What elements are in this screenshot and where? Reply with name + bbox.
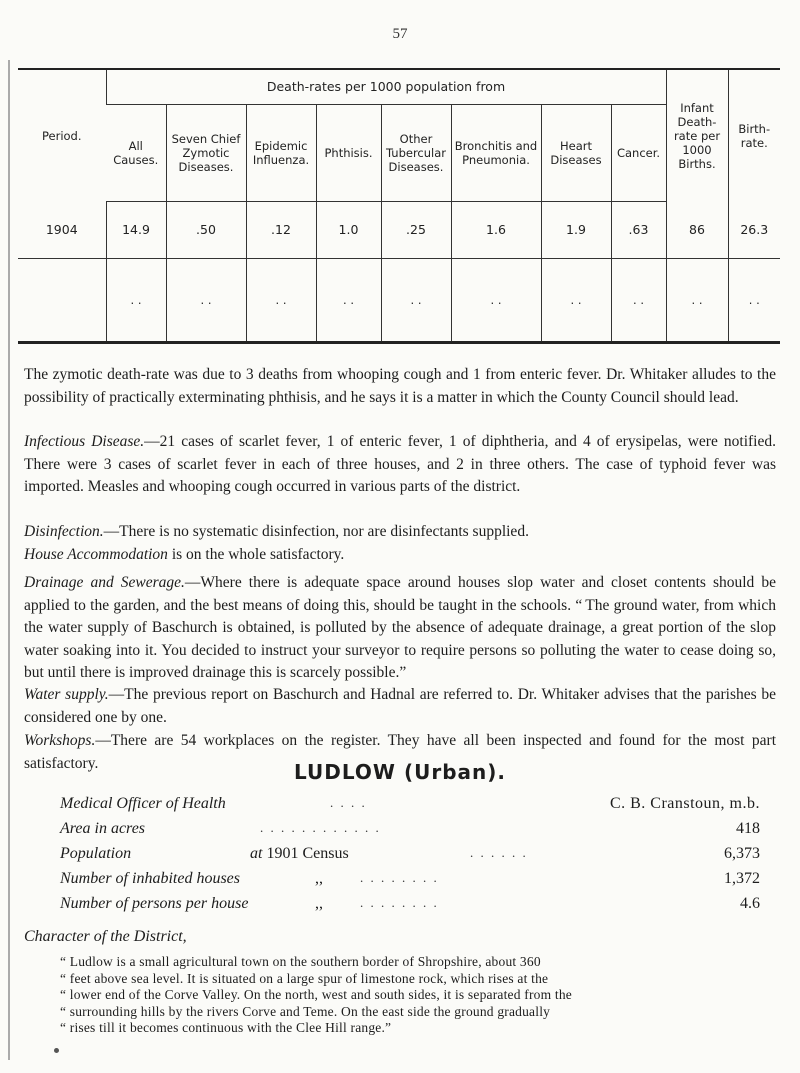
col-cancer: Cancer. <box>611 105 666 202</box>
cell-infant: 86 <box>666 202 728 259</box>
cell-empty: . . <box>611 259 666 343</box>
col-bronchitis: Bronchitis and Pneumonia. <box>451 105 541 202</box>
houses-row <box>60 870 760 894</box>
leader-dots: . . . . . . . . . . . . <box>260 820 381 835</box>
cell-empty: . . <box>316 259 381 343</box>
cell-empty: . . <box>541 259 611 343</box>
ditto-mark: ,, <box>315 895 323 912</box>
leader-dots: . . . . <box>330 795 367 810</box>
persons-value: 4.6 <box>740 895 760 912</box>
house-paragraph <box>24 544 776 567</box>
medical-officer-value: C. B. Cranstoun, m.b. <box>609 795 760 812</box>
census-year: 1901 Census <box>266 845 349 862</box>
water-label: Water supply. <box>24 686 109 703</box>
drainage-label: Drainage and Sewerage. <box>24 574 185 591</box>
cell-empty <box>18 259 106 343</box>
disinfection-paragraph <box>24 521 776 544</box>
persons-label: Number of persons per house <box>60 895 249 912</box>
col-tubercular: Other Tubercular Diseases. <box>381 105 451 202</box>
cell-empty: . . <box>106 259 166 343</box>
ditto-mark: ,, <box>315 870 323 887</box>
infectious-label: Infectious Disease. <box>24 433 145 450</box>
col-phthisis: Phthisis. <box>316 105 381 202</box>
at-word: at <box>250 845 263 862</box>
quote-line: “ feet above sea level. It is situated on a large spur of limestone rock, which rises at the <box>60 970 549 986</box>
disinfection-text: —There is no systematic disinfection, nor are disinfectants supplied. <box>103 523 529 540</box>
houses-value: 1,372 <box>724 870 760 887</box>
population-label: Population <box>60 845 132 862</box>
cell-bronchitis: 1.6 <box>451 202 541 259</box>
quote-line: “ Ludlow is a small agricultural town on the southern border of Shropshire, about 360 <box>60 954 541 969</box>
population-value: 6,373 <box>724 845 760 862</box>
area-label: Area in acres <box>60 820 146 837</box>
col-epidemic: Epidemic Influenza. <box>246 105 316 202</box>
cell-tubercular: .25 <box>381 202 451 259</box>
cell-heart: 1.9 <box>541 202 611 259</box>
character-quote <box>60 954 772 1037</box>
quote-line: “ surrounding hills by the rivers Corve and Teme. On the east side the ground gradually <box>60 1003 551 1019</box>
group-header: Death-rates per 1000 population from <box>106 69 666 105</box>
cell-empty: . . <box>246 259 316 343</box>
table-row <box>18 202 780 259</box>
leader-dots: . . . . . . . . <box>360 870 439 885</box>
cell-epidemic: .12 <box>246 202 316 259</box>
section-heading: LUDLOW (Urban). <box>294 760 506 784</box>
cell-empty: . . <box>451 259 541 343</box>
zymotic-paragraph <box>24 364 776 409</box>
disinfection-label: Disinfection. <box>24 523 104 540</box>
house-text: is on the whole satisfactory. <box>167 546 345 563</box>
col-period: Period. <box>41 128 82 143</box>
cell-period: 1904 <box>18 202 106 259</box>
water-text: —The previous report on Baschurch and Hadnal are referred to. Dr. Whitaker advises that the parishes be considered one by one. <box>24 686 777 726</box>
cell-phthisis: 1.0 <box>316 202 381 259</box>
drainage-text: —Where there is adequate space around houses slop water and closet contents should be applied to the garden, and the best means of doing this, should be taught in the schools. “ The ground water, from which the water supply of Baschurch is obtained, is polluted by the absence of adequate drainage, a great portion of the slop water soaking into it. You decided to instruct your surveyor to require persons so polluting the water to cease doing so, but until there is improved drainage this is scarcely possible.” <box>24 574 776 681</box>
cell-empty: . . <box>728 259 780 343</box>
houses-label: Number of inhabited houses <box>60 870 240 887</box>
medical-officer-row <box>60 795 760 819</box>
cell-all-causes: 14.9 <box>106 202 166 259</box>
quote-line: “ lower end of the Corve Valley. On the north, west and south sides, it is separated from the <box>60 987 572 1002</box>
page-number: 57 <box>392 26 408 42</box>
medical-officer-label: Medical Officer of Health <box>60 795 226 812</box>
population-row <box>60 845 760 869</box>
zymotic-text: The zymotic death-rate was due to 3 deaths from whooping cough and 1 from enteric fever. Dr. Whitaker alludes to the possibility of practically exterminating phthisis, and he says it is a matter in which the County Council should lead. <box>24 366 776 406</box>
cell-birth: 26.3 <box>728 202 780 259</box>
character-title: Character of the District, <box>24 928 187 945</box>
leader-dots: . . . . . . <box>470 845 528 860</box>
infectious-paragraph <box>24 431 776 499</box>
area-value: 418 <box>736 820 760 837</box>
cell-cancer: .63 <box>611 202 666 259</box>
quote-line: “ rises till it becomes continuous with the Clee Hill range.” <box>60 1020 392 1035</box>
scan-edge-line <box>8 60 10 1060</box>
population-census <box>250 845 349 863</box>
drainage-paragraph <box>24 572 776 685</box>
water-paragraph <box>24 684 776 729</box>
workshops-text: —There are 54 workplaces on the register. They have all been inspected and found for the most part satisfactory. <box>24 732 776 772</box>
house-label: House Accommodation <box>24 546 168 563</box>
col-zymotic: Seven Chief Zymotic Diseases. <box>166 105 246 202</box>
cell-empty: . . <box>666 259 728 343</box>
col-heart: Heart Diseases <box>541 105 611 202</box>
infectious-text: —21 cases of scarlet fever, 1 of enteric fever, 1 of diphtheria, and 4 of erysipelas, were notified. There were 3 cases of scarlet fever in each of three houses, and 2 in three others. The case of typhoid fever was imported. Measles and whooping cough occurred in various parts of the district. <box>24 433 776 495</box>
ink-speck <box>54 1048 59 1053</box>
col-all-causes: All Causes. <box>106 105 166 202</box>
area-row <box>60 820 760 844</box>
persons-row <box>60 895 760 919</box>
cell-empty: . . <box>166 259 246 343</box>
cell-zymotic: .50 <box>166 202 246 259</box>
leader-dots: . . . . . . . . <box>360 895 439 910</box>
col-infant: Infant Death-rate per 1000 Births. <box>666 69 728 202</box>
col-birth: Birth-rate. <box>728 69 780 202</box>
cell-empty: . . <box>381 259 451 343</box>
table-row <box>18 259 780 343</box>
death-rates-table <box>18 68 780 344</box>
workshops-label: Workshops. <box>24 732 96 749</box>
